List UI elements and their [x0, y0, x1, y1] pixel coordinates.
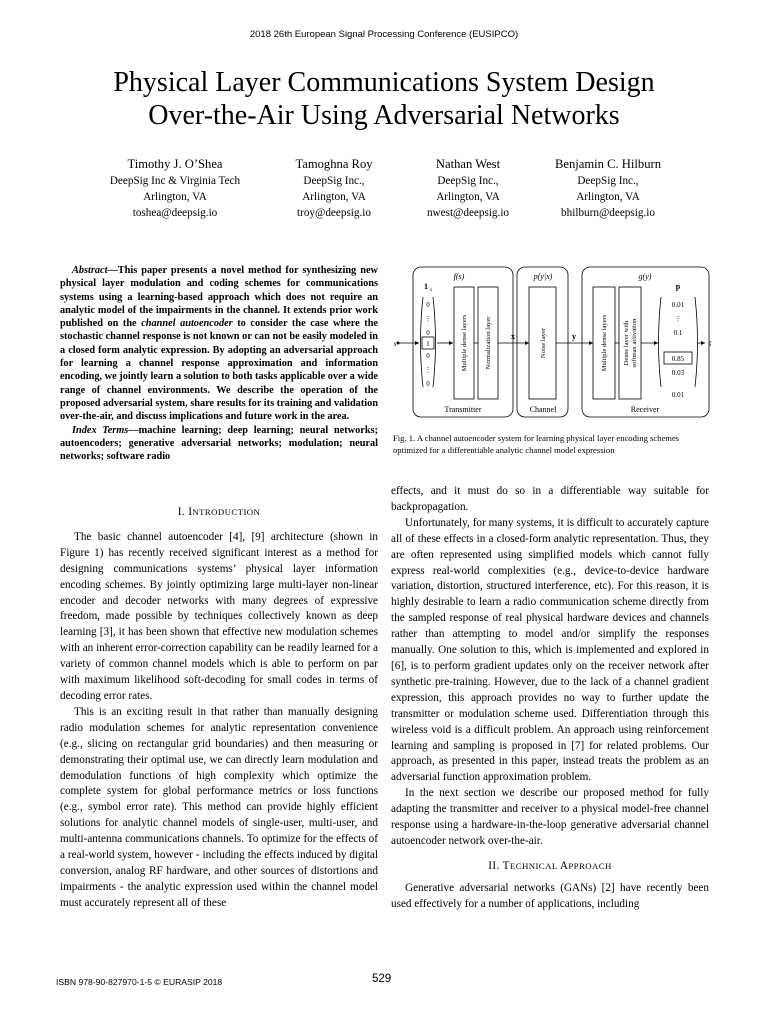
left-column — [60, 505, 378, 912]
label-p: p — [675, 282, 681, 291]
abstract-emphasis: channel autoencoder — [141, 318, 233, 330]
vector-entry: 1 — [426, 340, 430, 348]
label-s: s — [393, 340, 397, 348]
author-email: toshea@deepsig.io — [132, 207, 218, 219]
author-name: Timothy J. O’Shea — [127, 157, 223, 171]
conference-header: 2018 26th European Signal Processing Conference (EUSIPCO) — [249, 29, 519, 40]
block-label-transmitter: Transmitter — [444, 405, 482, 414]
author-email: nwest@deepsig.io — [426, 207, 510, 219]
section-title: NTRODUCTION — [192, 507, 261, 517]
author-email: bhilburn@deepsig.io — [561, 207, 655, 219]
prob-entry: ⋮ — [674, 315, 682, 323]
paragraph: effects, and it must do so in a differentiable way suitable for backpropagation. — [391, 485, 709, 513]
paragraph: Generative adversarial networks (GANs) [2] have recently been used effectively for a number of applications, including — [391, 881, 709, 910]
section-num: I. I — [177, 506, 193, 518]
section-title-b: A — [559, 859, 569, 872]
figure-caption: Fig. 1. A channel autoencoder system for learning physical layer encoding schemes optimized for a differentiable analytic channel model expression — [393, 433, 680, 455]
figure-1-diagram — [393, 265, 713, 420]
vector-entry: 0 — [426, 329, 430, 337]
vector-entry: 0 — [426, 352, 430, 360]
block-label-channel: Channel — [529, 405, 557, 414]
section-num: II. T — [488, 859, 510, 872]
abstract-label: Abstract — [72, 265, 108, 276]
label-one-hot-sub: s — [429, 287, 433, 293]
index-terms-label: Index Terms — [72, 424, 129, 436]
abstract — [60, 264, 378, 463]
label-s-hat: ŝ — [708, 340, 712, 348]
paragraph: Unfortunately, for many systems, it is difficult to accurately capture all of these effects in a closed-form analytic representation. Thus, they are often represented using simplified models which cannot fully express real-world complexities (e.g., device-to-device hardware variation, distortion, structured interference, etc). For this reason, it is highly desirable to learn a radio communication scheme directly from the sampled response of real physical hardware devices and channels rather than attempting to model and/or simplify the responses manually. One solution to this, which is implemented and explored in [6], is to perform gradient updates only on the receiver network after synthetic pre-training. However, due to the lack of a channel gradient expression, this approach provides no way to further update the transmitter or modulation scheme used. Differentiation through this wireless void is a difficult problem. An approach using reinforcement learning and sampling is proposed in [7] for related problems. Our approach, as presented in this paper, instead treats the problem as an adversarial function approximation problem. — [391, 516, 709, 784]
index-terms-text: —machine learning; deep learning; neural networks; autoencoders; generative adversarial networks; modulation; neural networks; software radio — [60, 424, 379, 463]
author-location: Arlington, VA — [576, 191, 640, 203]
title-line-2: Over-the-Air Using Adversarial Networks — [148, 100, 620, 131]
label-p-y-x: p(y|x) — [533, 272, 553, 281]
abstract-text-a: —This paper presents a novel method for synthesizing new physical layer modulation and coding schemes for communications systems using a learning-based approach which does not require an analytic model of the impairments in the channel. It extends prior work published on the — [60, 265, 378, 330]
paragraph: In the next section we describe our proposed method for fully adapting the transmitter and receiver to a physical model-free channel response using a hardware-in-the-loop generative adversarial channel autoencoder network over-the-air. — [391, 787, 709, 847]
right-vector-bracket-l — [659, 297, 662, 387]
vector-entry: ⋮ — [424, 315, 432, 323]
author-affiliation: DeepSig Inc., — [577, 175, 639, 187]
section-title-a: ECHNICAL — [509, 860, 560, 871]
layer-label: softmax activation — [631, 318, 638, 368]
layer-label: Multiple dense layers — [601, 314, 608, 372]
author-affiliation: DeepSig Inc & Virginia Tech — [109, 175, 241, 187]
page-number: 529 — [372, 973, 392, 985]
label-f-s: f(s) — [453, 272, 465, 281]
prob-entry: 0.85 — [671, 355, 685, 363]
author-name: Tamoghna Roy — [295, 157, 373, 171]
prob-entry: 0.03 — [671, 369, 685, 377]
layer-label: Normalization layer — [485, 316, 492, 370]
author-email: troy@deepsig.io — [297, 207, 371, 219]
vector-entry: 0 — [426, 380, 430, 388]
layer-label: Noise layer — [540, 327, 547, 359]
author-affiliation: DeepSig Inc., — [303, 175, 365, 187]
section-heading — [391, 859, 709, 875]
vector-entry: 0 — [426, 301, 430, 309]
isbn-footer: ISBN 978-90-827970-1-5 © EURASIP 2018 — [56, 977, 223, 987]
label-one-hot: 1 — [424, 282, 428, 291]
author-affiliation: DeepSig Inc., — [437, 175, 499, 187]
author-location: Arlington, VA — [436, 191, 500, 203]
block-label-receiver: Receiver — [630, 405, 660, 414]
prob-entry: 0.1 — [673, 329, 683, 337]
author-block — [518, 155, 698, 221]
title-line-1: Physical Layer Communications System Design — [113, 67, 655, 98]
right-vector-bracket-r — [695, 297, 698, 387]
author-name: Nathan West — [435, 157, 501, 171]
paragraph: The basic channel autoencoder [4], [9] architecture (shown in Figure 1) has recently received significant interest as a method for designing communications systems’ physical layer information encoding schemes. By jointly optimizing large multi-layer non-linear encoder and decoder networks with many degrees of expressive freedom, made possible by techniques collectively known as deep learning [3], it has been shown that effective new modulation schemes with an inherent error-correction capability can be readily learned for a variety of common channel models which is able to perform on par with maximum likelihood soft-decoding for small codes in terms of decoding error rates. — [60, 530, 378, 702]
prob-entry: 0.01 — [671, 301, 685, 309]
label-y: y — [572, 332, 576, 341]
abstract-text-b: to consider the case where the stochastic channel response is not known or can not be easily modeled in a closed form analytic expression. By adopting an adversarial approach for learning a channel response approximation and information encoding, we jointly learn a solution to both tasks applicable over a wide range of channel environments. We describe the operation of the proposed adversarial system, share results for its training and validation over-the-air, and discuss implications and future work in the area. — [60, 318, 379, 423]
label-x: x — [511, 332, 515, 341]
prob-entry: 0.01 — [671, 391, 685, 399]
paragraph: This is an exciting result in that rather than manually designing radio modulation schemes for analytic representation convenience (e.g., slicing on rectangular grid boundaries) and then measuring or demonstrating their optimal use, we can directly learn modulation and demodulation functions of high complexity which optimize the complete system for global performance metrics or loss functions (e.g., symbol error rate). This method can provide highly efficient solutions for analytic channel models of single-user, multi-user, and multi-antenna communications channels. To optimize for the effects of a real-world system, however - including the effects induced by digital conversion, analog RF hardware, and other sources of distortions and impairments - the analytic expression used within the channel model must accurately represent all of these — [60, 705, 378, 909]
section-title-c: PPROACH — [568, 860, 612, 871]
vector-entry: ⋮ — [424, 366, 432, 374]
right-column — [391, 484, 709, 913]
paper-title — [40, 66, 728, 132]
layer-label: Multiple dense layers — [461, 314, 468, 372]
author-block — [85, 155, 265, 221]
layer-label: Dense layer with — [623, 320, 630, 366]
author-name: Benjamin C. Hilburn — [555, 157, 661, 171]
author-location: Arlington, VA — [143, 191, 207, 203]
author-location: Arlington, VA — [302, 191, 366, 203]
section-heading — [60, 505, 378, 521]
label-g-y: g(y) — [638, 272, 652, 281]
